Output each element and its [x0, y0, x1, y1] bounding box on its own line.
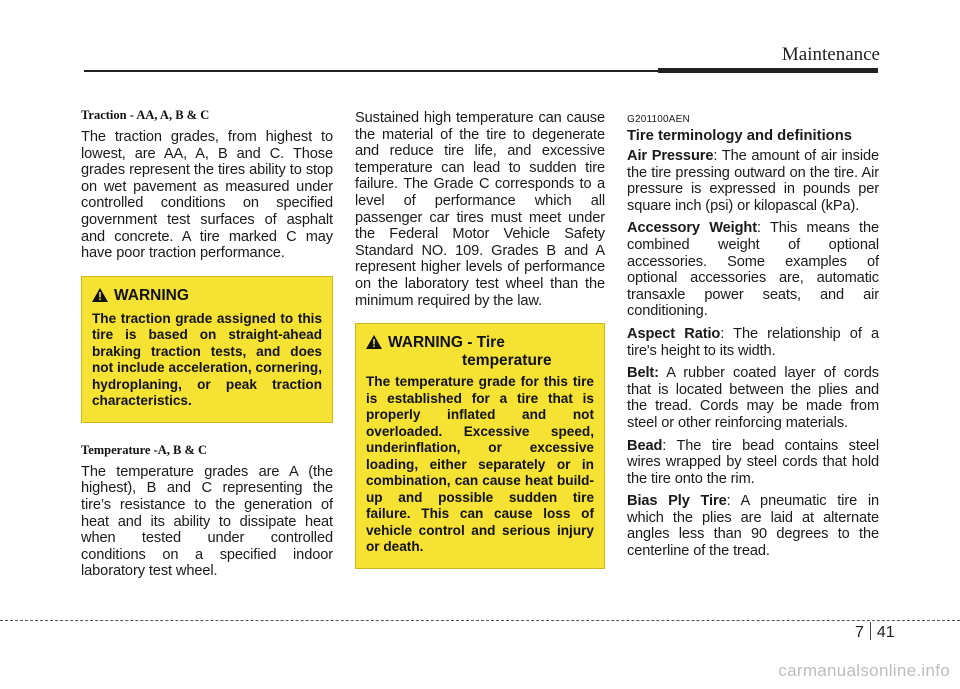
page-number — [855, 622, 895, 642]
temperature-warning-header — [366, 334, 594, 370]
chapter-number: 7 — [855, 624, 864, 641]
watermark: carmanualsonline.info — [778, 661, 950, 680]
temperature-text: The temperature grades are A (the highest), B and C representing the tire’s resistance to the generation of heat and its ability to dissipate heat when tested under controlled conditions on a specified indoor laboratory test wheel. — [81, 463, 333, 580]
section-code: G201100AEN — [627, 114, 690, 125]
traction-heading: Traction - AA, A, B & C — [81, 108, 210, 122]
temperature-warning-box — [355, 323, 605, 569]
column-2 — [355, 110, 605, 569]
traction-warning-text: The traction grade assigned to this tire is based on straight-ahead braking traction tests, and does not include acceleration, cornering, hydroplaning, or peak traction characteristics. — [92, 310, 322, 409]
temperature-heading: Temperature -A, B & C — [81, 442, 208, 457]
term-aspect-ratio: Aspect Ratio: The relationship of a tire's height to its width. — [627, 325, 879, 359]
temperature-warning-text: The temperature grade for this tire is established for a tire that is properly inflated and not overloaded. Excessive speed, underinflation, or excessive loading, either separately or in combination, can cause heat build-up and possible sudden tire failure. This can cause loss of vehicle control and serious injury or death. — [366, 374, 594, 555]
traction-warning-box — [81, 276, 333, 423]
footer-rule — [0, 620, 960, 621]
column-1 — [81, 108, 333, 580]
column-3 — [627, 110, 879, 566]
temperature-continued-text: Sustained high temperature can cause the material of the tire to degenerate and reduce tire life, and excessive temperature can lead to sudden tire failure. The Grade C corresponds to a level of performance which all passenger car tires must meet under the Federal Motor Vehicle Safety Standard NO. 109. Grades B and A represent higher levels of performance on the laboratory test wheel than the minimum required by the law. — [355, 110, 605, 309]
temperature-warning-title-line1: WARNING - Tire — [388, 334, 505, 352]
warning-triangle-icon — [366, 335, 382, 354]
term-bead: Bead: The tire bead contains steel wires wrapped by steel cords that hold the tire onto the rim. — [627, 437, 879, 487]
temperature-warning-title-line2: temperature — [462, 352, 552, 370]
term-air-pressure: Air Pressure: The amount of air inside the tire pressing outward on the tire. Air pressure is expressed in pounds per square inch (psi) or kilopascal (kPa). — [627, 148, 879, 214]
section-heading: Tire terminology and definitions — [627, 128, 852, 144]
term-belt: Belt: A rubber coated layer of cords that is located between the plies and the tread. Cords may be made from steel or other reinforcing materials. — [627, 365, 879, 431]
page-number-value: 41 — [876, 624, 895, 641]
term-bias-ply-tire: Bias Ply Tire: A pneumatic tire in which the plies are laid at alternate angles less than 90 degrees to the centerline of the tread. — [627, 493, 879, 560]
traction-warning-header — [92, 287, 322, 307]
traction-text: The traction grades, from highest to lowest, are AA, A, B and C. Those grades represent the tires ability to stop on wet pavement as measured under controlled conditions on specified government test surfaces of asphalt and concrete. A tire marked C may have poor traction performance. — [81, 129, 333, 262]
warning-triangle-icon — [92, 288, 108, 307]
header-rule-accent — [658, 68, 878, 73]
term-accessory-weight: Accessory Weight: This means the combined weight of optional accessories. Some examples of optional accessories are, automatic transaxle power seats, and air conditioning. — [627, 220, 880, 320]
traction-warning-title: WARNING — [114, 286, 189, 304]
page-header-title: Maintenance — [781, 44, 880, 65]
